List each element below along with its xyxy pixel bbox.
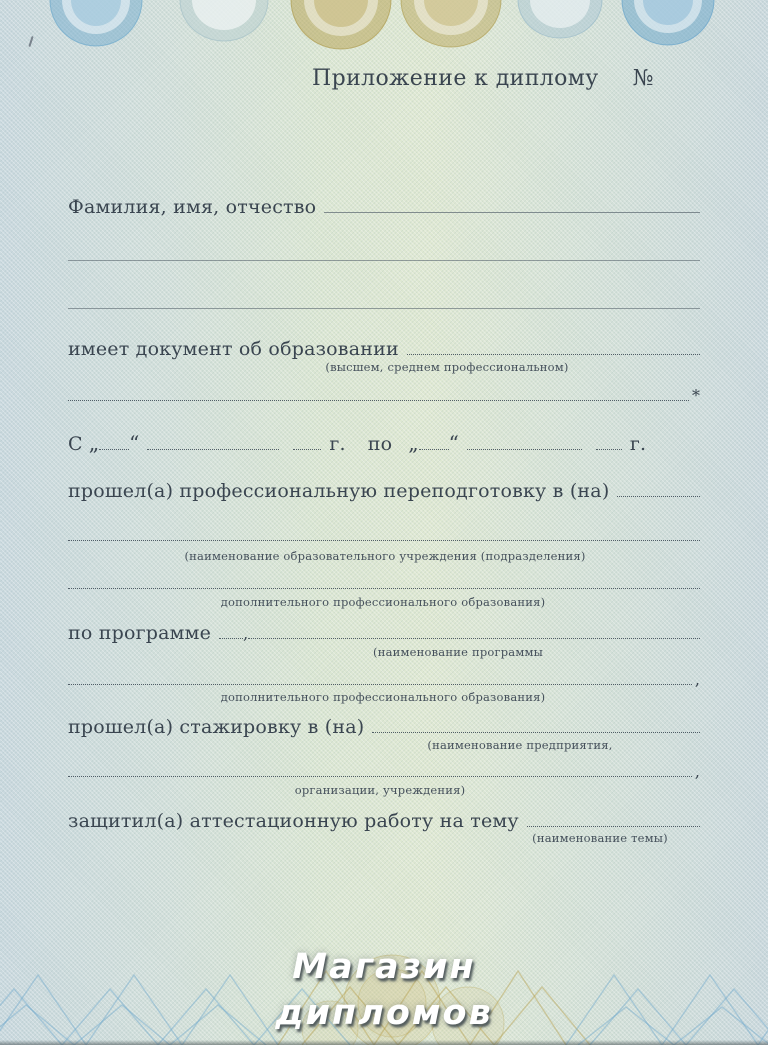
institution-hint-line1: (наименование образовательного учреждения (подразделения): [184, 549, 586, 563]
watermark-line1: Магазин: [292, 947, 476, 987]
retraining-fill-line: [617, 493, 700, 497]
watermark: [0, 944, 768, 1036]
education-document-fill-line: [407, 351, 700, 355]
fio-fill-line: [324, 209, 700, 213]
thesis-fill-line: [527, 823, 700, 827]
education-document-hint: (высшем, среднем профессиональном): [325, 360, 569, 374]
title-text: Приложение к диплому: [312, 66, 599, 91]
internship-fill-line: [372, 729, 700, 733]
internship-hint-line1: (наименование предприятия,: [427, 738, 613, 752]
open-quote-2: „: [408, 431, 419, 455]
internship-hint-line2: организации, учреждения): [294, 783, 466, 797]
month-from-fill: [147, 446, 279, 450]
thesis-row: [68, 810, 700, 832]
program-trailing-comma: ,: [694, 670, 700, 689]
open-quote-1: „: [88, 431, 100, 455]
year-to-fill: [596, 446, 622, 450]
program-label: по программе: [68, 622, 212, 644]
close-quote-1: “: [129, 431, 140, 455]
day-to-fill: [419, 446, 449, 450]
program-hint-line1: (наименование программы: [373, 645, 543, 659]
program-fill-short: [219, 635, 243, 639]
education-document-extra-fill: [68, 397, 689, 401]
education-document-label: имеет документ об образовании: [68, 338, 399, 360]
day-from-fill: [99, 446, 129, 450]
program-hint-line2: дополнительного профессионального образования): [220, 690, 546, 704]
education-document-extra-line: [68, 386, 700, 405]
program-inner-comma: ,: [243, 624, 249, 643]
top-guilloche-border: [0, 0, 768, 52]
program-extra-fill: [68, 681, 692, 685]
institution-hint-line2: дополнительного профессионального образования): [220, 595, 546, 609]
education-document-row: [68, 338, 700, 360]
fio-extra-line-2: [68, 308, 700, 309]
retraining-row: [68, 480, 700, 502]
fio-extra-line-1: [68, 260, 700, 261]
institution-fill-line-1: [68, 540, 700, 541]
date-to-label: по: [367, 433, 393, 455]
internship-label: прошел(а) стажировку в (на): [68, 716, 365, 738]
fio-label: Фамилия, имя, отчество: [68, 196, 317, 218]
institution-fill-line-2: [68, 588, 700, 589]
date-from-label: С: [68, 433, 83, 455]
thesis-label: защитил(а) аттестационную работу на тему: [68, 810, 519, 832]
thesis-hint: (наименование темы): [532, 831, 668, 845]
internship-row: [68, 716, 700, 738]
footnote-mark: *: [692, 386, 700, 405]
internship-trailing-comma: ,: [694, 762, 700, 781]
fio-row: [68, 196, 700, 218]
internship-extra-line: [68, 762, 700, 781]
number-sign: №: [632, 66, 654, 91]
internship-extra-fill: [68, 773, 692, 777]
watermark-line2: дипломов: [275, 993, 493, 1033]
year-abbr-to: г.: [629, 433, 647, 455]
year-abbr-from: г.: [329, 433, 346, 455]
year-from-fill: [293, 446, 321, 450]
program-extra-line: [68, 670, 700, 689]
document-title: [312, 66, 654, 91]
month-to-fill: [467, 446, 582, 450]
date-range-row: [68, 431, 700, 455]
close-quote-2: “: [448, 431, 459, 455]
retraining-label: прошел(а) профессиональную переподготовку в (на): [68, 480, 610, 502]
program-fill-line: [248, 635, 700, 639]
program-row: [68, 622, 700, 644]
